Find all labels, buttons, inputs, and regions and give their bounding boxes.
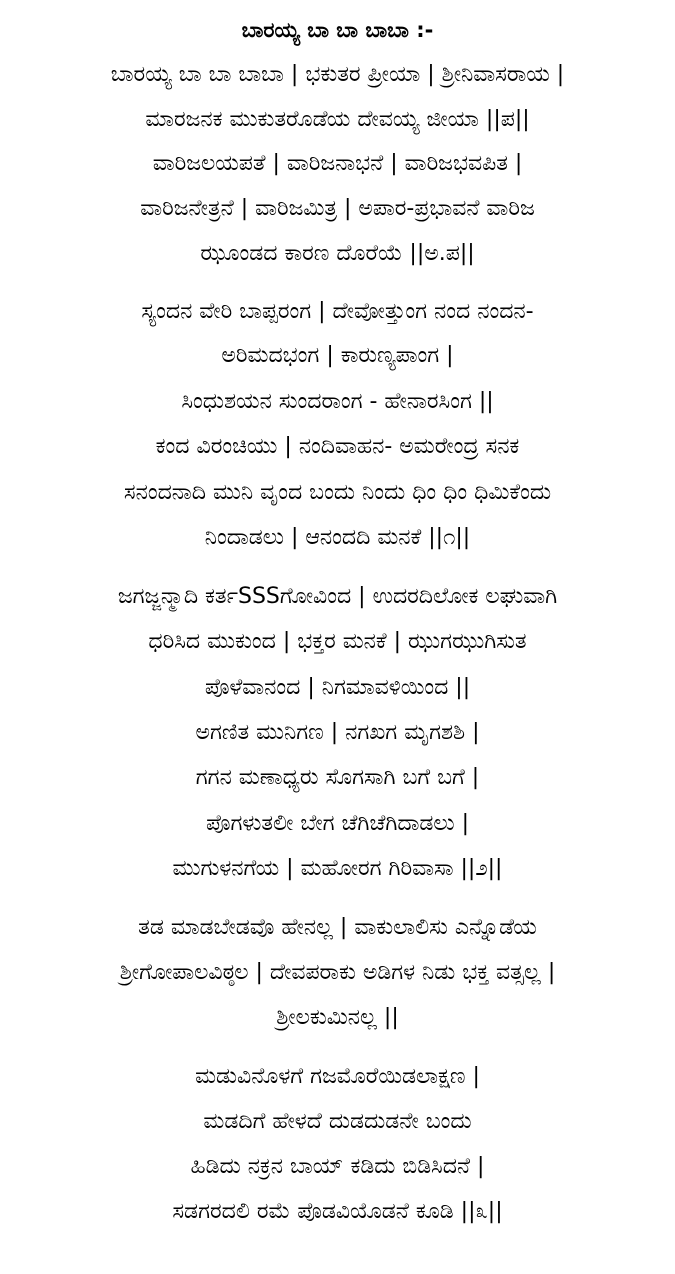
verse-line: ಪೊಗಳುತಲೀ ಬೇಗ ಚೆಗಿಚೆಗಿದಾಡಲು | xyxy=(205,811,470,836)
verse-line: ವಾರಿಜನೇತ್ರನೆ | ವಾರಿಜಮಿತ್ರ | ಅಪಾರ-ಪ್ರಭಾವನೆ ವಾರಿಜ xyxy=(140,196,535,221)
verse-line: ಶ್ರೀಲಕುಮಿನಲ್ಲ || xyxy=(276,1005,399,1030)
verse-line: ಶ್ರೀಗೋಪಾಲವಿಠ್ಠಲ | ದೇವಪರಾಕು ಅಡಿಗಳ ನಿಡು ಭಕ್ತ ವತ್ಸಲ್ಲ | xyxy=(119,960,556,985)
verse-line: ಜಗಜ್ಜನ್ಮಾದಿ ಕರ್ತSSSಗೋವಿಂದ | ಉದರದಿಲೋಕ ಲಘುವಾಗಿ xyxy=(117,584,558,609)
verse-line: ಗಗನ ಮಣಾಧ್ಯರು ಸೊಗಸಾಗಿ ಬಗೆ ಬಗೆ | xyxy=(195,765,480,790)
verse-line: ಸಡಗರದಲಿ ರಮೆ ಪೊಡವಿಯೊಡನೆ ಕೂಡಿ ||೩|| xyxy=(172,1199,503,1224)
verse-line: ತಡ ಮಾಡಬೇಡವೊ ಹೇನಲ್ಲ | ವಾಕುಲಾಲಿಸು ಎನ್ನೊಡೆಯ xyxy=(138,915,537,940)
verse-line: ಬಾರಯ್ಯ ಬಾ ಬಾ ಬಾಬಾ | ಭಕುತರ ಪ್ರೀಯಾ | ಶ್ರೀನಿವಾಸರಾಯ | xyxy=(110,62,565,87)
verse-line: ಸನಂದನಾದಿ ಮುನಿ ವೃಂದ ಬಂದು ನಿಂದು ಧಿಂ ಧಿಂ ಧಿಮಿಕೆಂದು xyxy=(123,480,552,505)
verse-line: ನಿಂದಾಡಲು | ಆನಂದದಿ ಮನಕೆ ||೧|| xyxy=(204,525,471,550)
verse-line: ಕಂದ ವಿರಂಚಿಯು | ನಂದಿವಾಹನ- ಅಮರೇಂದ್ರ ಸನಕ xyxy=(155,434,520,459)
verse-line: ಪೊಳೆವಾನಂದ | ನಿಗಮಾವಳಿಯಿಂದ || xyxy=(204,675,471,700)
verse-line: ಝೂಂಡದ ಕಾರಣ ದೊರೆಯೆ ||ಅ.ಪ|| xyxy=(200,241,475,266)
verse-line: ಅರಿಮದಭಂಗ | ಕಾರುಣ್ಯಪಾಂಗ | xyxy=(221,343,454,368)
verse-line: ವಾರಿಜಲಯಪತೆ | ವಾರಿಜನಾಭನೆ | ವಾರಿಜಭವಪಿತ | xyxy=(152,151,523,176)
verse-line: ಸ್ಯಂದನ ವೇರಿ ಬಾಪ್ಪರಂಗ | ದೇವೋತ್ತುಂಗ ನಂದ ನಂದನ- xyxy=(141,299,534,324)
verse-line: ಧರಿಸಿದ ಮುಕುಂದ | ಭಕ್ತರ ಮನಕೆ | ಝುಗಝುಗಿಸುತ xyxy=(148,629,527,654)
verse-line: ಅಗಣಿತ ಮುನಿಗಣ | ನಗಖಗ ಮೃಗಶಶಿ | xyxy=(195,720,480,745)
verse-line: ಮಾರಜನಕ ಮುಕುತರೊಡೆಯ ದೇವಯ್ಯ ಜೀಯಾ ||ಪ|| xyxy=(145,107,530,132)
song-title: ಬಾರಯ್ಯ ಬಾ ಬಾ ಬಾಬಾ :- xyxy=(241,18,434,42)
verse-line: ಮಡದಿಗೆ ಹೇಳದೆ ದುಡದುಡನೇ ಬಂದು xyxy=(203,1109,472,1134)
verse-line: ಮಡುವಿನೊಳಗೆ ಗಜಮೊರೆಯಿಡಲಾಕ್ಷಣ | xyxy=(195,1064,480,1089)
verse-line: ಹಿಡಿದು ನಕ್ರನ ಬಾಯ್ ಕಡಿದು ಬಿಡಿಸಿದನೆ | xyxy=(190,1154,485,1179)
verse-line: ಮುಗುಳನಗೆಯ | ಮಹೋರಗ ಗಿರಿವಾಸಾ ||೨|| xyxy=(172,856,503,881)
verse-line: ಸಿಂಧುಶಯನ ಸುಂದರಾಂಗ - ಹೇನಾರಸಿಂಗ || xyxy=(181,389,494,414)
